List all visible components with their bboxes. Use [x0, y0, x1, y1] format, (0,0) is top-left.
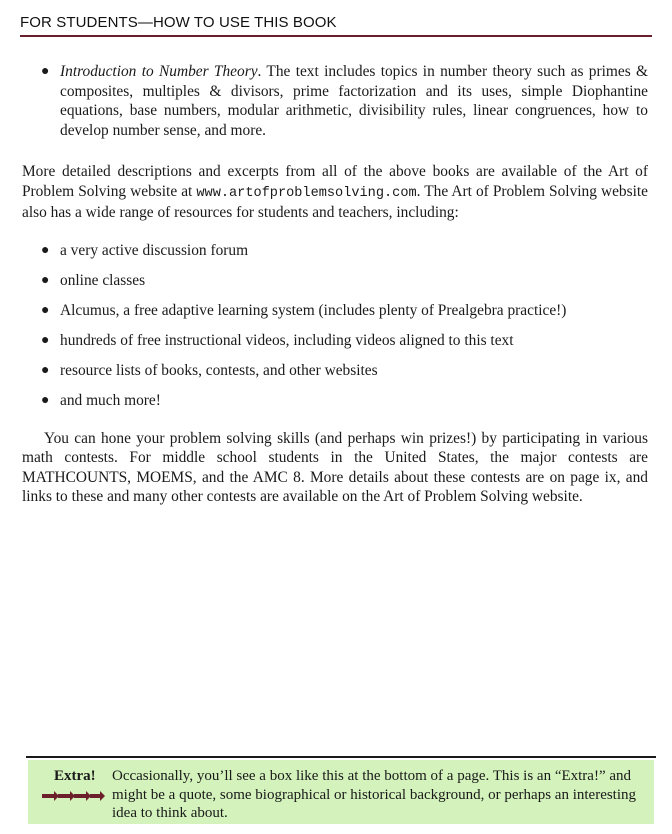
extra-box	[28, 760, 654, 824]
resource-item	[22, 361, 648, 391]
resource-item	[22, 391, 648, 421]
resource-item	[22, 331, 648, 361]
bullet-icon: ●	[41, 362, 50, 378]
book-description: . The text includes topics in number theory such as primes & composites, multiples & divisors, prime factorization and its uses, simple Diophantine equations, base numbers, modular arithmetic, divisibility rules, linear congruences, how to develop number sense, and more.	[60, 63, 648, 139]
website-url: www.artofproblemsolving.com	[196, 185, 417, 201]
book-list-item	[22, 62, 648, 140]
resource-item-label: resource lists of books, contests, and other websites	[60, 361, 378, 379]
bullet-icon: ●	[41, 272, 50, 288]
bullet-icon: ●	[41, 332, 50, 348]
bullet-icon: ●	[41, 64, 50, 79]
bullet-icon: ●	[41, 242, 50, 258]
resource-item	[22, 241, 648, 271]
arrow-chain-icon	[42, 791, 106, 801]
extra-box-rule	[26, 756, 656, 758]
resource-item-label: and much more!	[60, 391, 161, 409]
resource-item-label: online classes	[60, 271, 146, 289]
header-rule	[20, 35, 652, 37]
extra-text: Occasionally, you’ll see a box like this at the bottom of a page. This is an “Extra!” and might be a quote, some biographical or historical background, or perhaps an interesting idea to think about.	[112, 768, 637, 821]
resource-item-label: hundreds of free instructional videos, including videos aligned to this text	[60, 331, 514, 349]
website-paragraph-start: More detailed descriptions and excerpts from all of the above books are available of the Art of Problem Solving website at	[22, 163, 648, 200]
resource-list	[22, 241, 648, 421]
bullet-icon: ●	[41, 302, 50, 318]
page-header-title: FOR STUDENTS—HOW TO USE THIS BOOK	[20, 14, 337, 31]
website-paragraph-end: . The Art of Problem Solving website also has a wide range of resources for students and teachers, including:	[22, 182, 648, 221]
resource-item-label: Alcumus, a free adaptive learning system (includes plenty of Prealgebra practice!)	[60, 301, 567, 319]
page-body	[22, 62, 648, 507]
resource-item	[22, 301, 648, 331]
book-title: Introduction to Number Theory	[60, 63, 258, 80]
resource-item-label: a very active discussion forum	[60, 241, 249, 259]
website-paragraph	[22, 162, 648, 223]
extra-label: Extra!	[54, 768, 96, 784]
bullet-icon: ●	[41, 392, 50, 408]
contests-paragraph: You can hone your problem solving skills (and perhaps win prizes!) by participating in various math contests. For middle school students in the United States, the major contests are MATHCOUNTS, MOEMS, and the AMC 8. More details about these contests are on page ix, and links to these and many other contests are available on the Art of Problem Solving website.	[22, 429, 648, 505]
resource-item	[22, 271, 648, 301]
book-list	[22, 62, 648, 140]
